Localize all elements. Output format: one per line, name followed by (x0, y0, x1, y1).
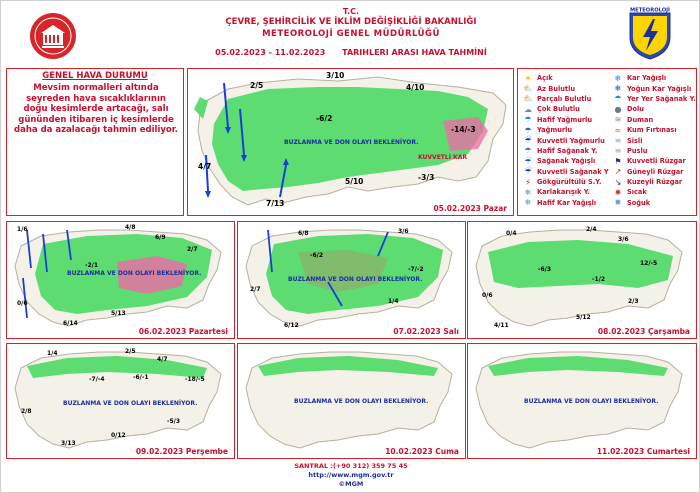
legend-label: Dolu (627, 105, 644, 114)
temperature-label: 0/4 (506, 230, 517, 237)
map-1-note: BUZLANMA VE DON OLAYI BEKLENİYOR. (284, 139, 419, 146)
temperature-label: 1/6 (17, 226, 28, 233)
temperature-label: -3/3 (418, 173, 435, 182)
legend-symbol-icon: ⛅ (523, 84, 533, 94)
legend-label: Parçalı Bulutlu (537, 94, 592, 103)
legend-symbol-icon: ↘ (614, 177, 622, 187)
legend-symbol-icon: ☂ (524, 146, 532, 156)
legend-item (522, 156, 612, 166)
map-day-5 (6, 343, 235, 459)
temperature-label: 3/6 (398, 228, 409, 235)
legend-item (612, 94, 696, 104)
legend-label: Kuvvetli Yağmurlu (537, 136, 605, 145)
date-sep: - (268, 48, 272, 57)
legend-item (522, 135, 612, 145)
legend-label: Sisli (627, 136, 643, 145)
legend-symbol-icon: ❄ (614, 84, 622, 94)
legend-item (612, 73, 696, 83)
legend-symbol-icon: ≡ (614, 146, 622, 156)
temperature-label: -6/2 (310, 252, 324, 259)
legend-item (522, 167, 612, 177)
map-7-note: BUZLANMA VE DON OLAYI BEKLENİYOR. (524, 398, 659, 405)
map-1-hazard: KUVVETLİ KAR (418, 154, 467, 161)
temperature-label: 4/7 (198, 162, 212, 171)
temperature-label: 4/8 (125, 224, 136, 231)
legend-label: Yer Yer Sağanak Y. (627, 94, 696, 103)
legend-label: Kuvvetli Rüzgar (627, 157, 686, 166)
legend-label: Yağmurlu (537, 126, 573, 135)
legend-label: Güneyli Rüzgar (627, 167, 684, 176)
temperature-label: -6/-1 (133, 374, 149, 381)
footer-copyright: ©MGM (338, 480, 364, 488)
map-day-3 (237, 221, 466, 339)
legend-label: Kar Yağışlı (627, 74, 667, 83)
legend-label: Kum Fırtınası (627, 126, 677, 135)
legend-item (612, 83, 696, 93)
temperature-label: 2/5 (250, 81, 264, 90)
temperature-label: 12/-5 (640, 260, 658, 267)
legend-label: Hafif Yağmurlu (537, 115, 593, 124)
legend-symbol-icon: ● (614, 104, 622, 114)
temperature-label: 3/10 (326, 71, 345, 80)
map-2-date: 06.02.2023 Pazartesi (138, 327, 228, 336)
legend-symbol-icon: ≡ (614, 136, 622, 146)
legend-item (522, 94, 612, 104)
legend-symbol-icon: ☔ (524, 136, 532, 146)
mgm-logo (627, 5, 673, 61)
map-2-note: BUZLANMA VE DON OLAYI BEKLENİYOR. (67, 270, 202, 277)
range-label: TARIHLERI ARASI HAVA TAHMİNİ (342, 48, 487, 57)
map-day-4 (467, 221, 697, 339)
temperature-label: 6/8 (298, 230, 309, 237)
legend-item (612, 156, 696, 166)
legend-item (522, 83, 612, 93)
temperature-label: -6/2 (316, 114, 333, 123)
legend-symbol-icon: ☀ (524, 73, 532, 83)
legend-symbol-icon: ≈ (614, 125, 622, 135)
legend-item (612, 187, 696, 197)
temperature-label: 3/13 (61, 440, 76, 447)
map-day-2 (6, 221, 235, 339)
temperature-label: 4/11 (494, 322, 509, 329)
legend-grid (522, 73, 696, 208)
temperature-label: 0/6 (17, 300, 28, 307)
temperature-label: 4/10 (406, 83, 425, 92)
info-text: Mevsim normalleri altında seyreden hava sıcaklıklarının doğu kesimlerde artacağı, salı gününden itibaren iç kesimlerde daha da azalacağı tahmin ediliyor. (14, 83, 178, 135)
date-from: 05.02.2023 (215, 48, 266, 57)
temperature-label: 2/4 (586, 226, 597, 233)
svg-text:METEOROLOJİ: METEOROLOJİ (630, 7, 670, 14)
temperature-label: 2/7 (250, 286, 261, 293)
legend-item (612, 146, 696, 156)
temperature-label: 1/4 (388, 298, 399, 305)
temperature-label: 5/10 (345, 177, 364, 186)
map-3-note: BUZLANMA VE DON OLAYI BEKLENİYOR. (288, 276, 423, 283)
legend-label: Duman (627, 115, 654, 124)
temperature-label: 0/6 (482, 292, 493, 299)
legend-symbol-icon: ↗ (614, 167, 622, 177)
legend-symbol-icon: ⛅ (523, 94, 533, 104)
temperature-label: 2/8 (21, 408, 32, 415)
legend-label: Sağanak Yağışlı (537, 157, 596, 166)
legend-symbol-icon: ☂ (614, 94, 622, 104)
legend-symbol-icon: ❄ (524, 187, 532, 197)
legend-symbol-icon: ⚡ (525, 177, 531, 187)
temperature-label: -7/-4 (89, 376, 105, 383)
map-day-6 (237, 343, 466, 459)
header-date-range (1, 48, 700, 57)
temperature-label: 2/5 (125, 348, 136, 355)
map-3-date: 07.02.2023 Salı (393, 327, 459, 336)
legend-label: Kuvvetli Sağanak Y (537, 167, 609, 176)
map-day-7 (467, 343, 697, 459)
legend-symbol-icon: ≋ (614, 115, 622, 125)
legend-label: Az Bulutlu (537, 84, 576, 93)
legend-label: Kuzeyli Rüzgar (627, 178, 683, 187)
map-4-date: 08.02.2023 Çarşamba (597, 327, 690, 336)
map-7-date: 11.02.2023 Cumartesi (596, 447, 690, 456)
legend-label: Soğuk (627, 198, 651, 207)
temperature-label: 6/9 (155, 234, 166, 241)
map-6-date: 10.02.2023 Cuma (385, 447, 459, 456)
legend-label: Çok Bulutlu (537, 105, 580, 114)
temperature-label: 5/13 (111, 310, 126, 317)
legend-symbol-icon: ❄ (614, 73, 622, 83)
legend-item (612, 125, 696, 135)
legend-label: Yoğun Kar Yağışlı (627, 84, 692, 93)
temperature-label: 6/12 (284, 322, 299, 329)
legend-symbol-icon: ⚑ (614, 156, 622, 166)
temperature-label: 2/3 (628, 298, 639, 305)
legend-symbol-icon: ❄ (524, 198, 532, 208)
footer-phone: SANTRAL :(+90 312) 359 75 45 (294, 462, 408, 470)
legend-label: Hafif Kar Yağışlı (537, 198, 597, 207)
legend-item (522, 104, 612, 114)
legend-symbol-icon: ☂ (524, 125, 532, 135)
map-1-date: 05.02.2023 Pazar (433, 204, 507, 213)
legend-item (522, 146, 612, 156)
legend-item (522, 198, 612, 208)
temperature-label: -5/3 (167, 418, 181, 425)
general-weather-panel (6, 68, 184, 216)
temperature-label: 3/6 (618, 236, 629, 243)
map-5-date: 09.02.2023 Perşembe (135, 447, 228, 456)
temperature-label: 1/4 (47, 350, 58, 357)
temperature-label: -1/2 (592, 276, 606, 283)
footer-url[interactable]: http://www.mgm.gov.tr (308, 471, 394, 479)
temperature-label: 2/7 (187, 246, 198, 253)
header-ministry: ÇEVRE, ŞEHİRCİLİK VE İKLİM DEĞİŞİKLİĞİ BAKANLIĞI (225, 17, 477, 27)
legend-symbol-icon: ☁ (524, 104, 532, 114)
temperature-label: 7/13 (266, 199, 285, 208)
legend-symbol-icon: ✹ (614, 187, 622, 197)
legend-label: Puslu (627, 146, 648, 155)
legend-item (522, 73, 612, 83)
temperature-label: -7/-2 (408, 266, 424, 273)
legend-item (522, 187, 612, 197)
legend-label: Hafif Sağanak Y. (537, 146, 598, 155)
map-6-note: BUZLANMA VE DON OLAYI BEKLENİYOR. (294, 398, 429, 405)
legend-label: Açık (537, 74, 553, 83)
legend-item (522, 177, 612, 187)
temperature-label: 6/14 (63, 320, 78, 327)
temperature-label: 5/12 (576, 314, 591, 321)
legend-symbol-icon: ☔ (524, 156, 532, 166)
temperature-label: -18/-5 (185, 376, 205, 383)
temperature-label: 4/7 (157, 356, 168, 363)
legend-item (612, 167, 696, 177)
legend-item (522, 125, 612, 135)
temperature-label: -6/3 (538, 266, 552, 273)
temperature-label: -14/-3 (451, 125, 476, 134)
legend-label: Sıcak (627, 188, 647, 197)
info-title: GENEL HAVA DURUMU (42, 71, 148, 81)
header-mgm: METEOROLOJİ GENEL MÜDÜRLÜĞÜ (262, 29, 440, 39)
legend-item (612, 104, 696, 114)
legend-item (612, 115, 696, 125)
header-tc: T.C. (342, 7, 360, 16)
legend-label: Karlakarışık Y. (537, 188, 590, 197)
legend-item (612, 198, 696, 208)
temperature-label: 0/12 (111, 432, 126, 439)
legend-label: Gökgürültülü S.Y. (537, 178, 602, 187)
legend-panel (517, 68, 697, 216)
legend-symbol-icon: ❅ (614, 198, 622, 208)
map-day-1 (187, 68, 514, 216)
date-to: 11.02.2023 (274, 48, 326, 57)
temperature-label: -2/1 (85, 262, 99, 269)
legend-symbol-icon: ☔ (524, 167, 532, 177)
legend-symbol-icon: ☂ (524, 115, 532, 125)
legend-item (612, 135, 696, 145)
legend-item (612, 177, 696, 187)
map-5-note: BUZLANMA VE DON OLAYI BEKLENİYOR. (63, 400, 198, 407)
legend-item (522, 115, 612, 125)
